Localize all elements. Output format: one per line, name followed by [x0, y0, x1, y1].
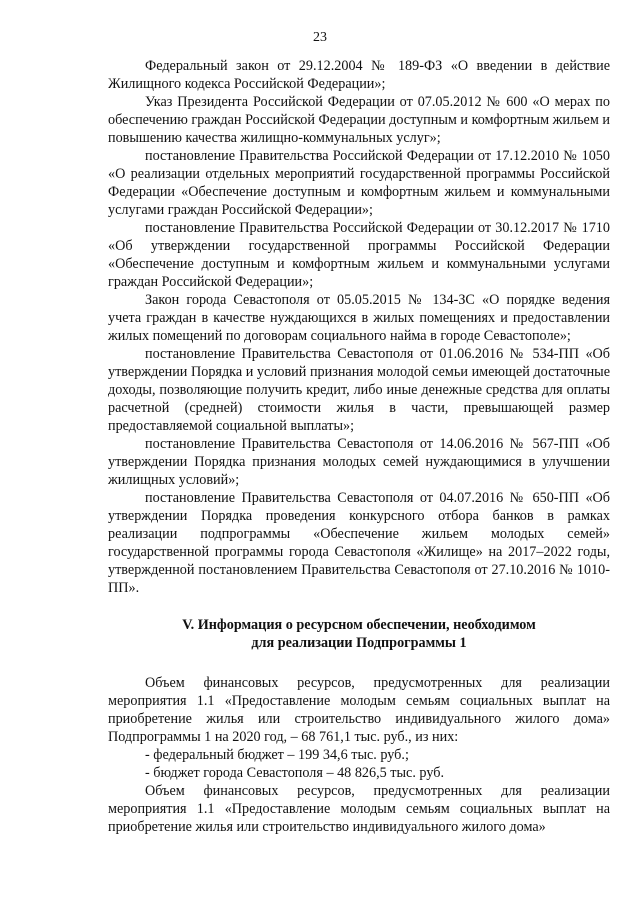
page-number: 23	[313, 30, 327, 45]
paragraph-resolution-1050: постановление Правительства Российской Федерации от 17.12.2010 № 1050 «О реализации отдельных мероприятий государственной программы Российской Федерации «Обеспечение доступным и комфортным жильем и коммунальными услугами граждан Российской Федерации»;	[108, 148, 610, 218]
paragraph-law-134: Закон города Севастополя от 05.05.2015 № 134-ЗС «О порядке ведения учета граждан в качестве нуждающихся в жилых помещениях и предоставлении жилых помещений по договорам социального найма в городе Севастополе»;	[108, 292, 610, 344]
paragraph-funding-2020: Объем финансовых ресурсов, предусмотренных для реализации мероприятия 1.1 «Предоставление молодым семьям социальных выплат на приобретение жилья или строительство индивидуального жилого дома» Подпрограммы 1 на 2020 год, – 68 761,1 тыс. руб., из них:	[108, 675, 610, 745]
list-item-federal-budget: - федеральный бюджет – 199 34,6 тыс. руб.;	[145, 747, 409, 763]
paragraph-resolution-534: постановление Правительства Севастополя от 01.06.2016 № 534-ПП «Об утверждении Порядка и условий признания молодой семьи имеющей достаточные доходы, позволяющие получить кредит, либо иные денежные средства для оплаты расчетной (средней) стоимости жилья в части, превышающей размер предоставляемой социальной выплаты»;	[108, 346, 610, 434]
paragraph-resolution-567: постановление Правительства Севастополя от 14.06.2016 № 567-ПП «Об утверждении Порядка признания молодых семей нуждающимися в улучшении жилищных условий»;	[108, 436, 610, 488]
section-heading	[108, 616, 610, 652]
paragraph-decree-600: Указ Президента Российской Федерации от 07.05.2012 № 600 «О мерах по обеспечению граждан Российской Федерации доступным и комфортным жильем и повышению качества жилищно-коммунальных услуг»;	[108, 94, 610, 146]
paragraph-funding-continued: Объем финансовых ресурсов, предусмотренных для реализации мероприятия 1.1 «Предоставление молодым семьям социальных выплат на приобретение жилья или строительство индивидуального жилого дома»	[108, 783, 610, 835]
paragraph-resolution-1710: постановление Правительства Российской Федерации от 30.12.2017 № 1710 «Об утверждении государственной программы Российской Федерации «Обеспечение доступным и комфортным жильем и коммунальными услугами граждан Российской Федерации»;	[108, 220, 610, 290]
document-body	[108, 57, 610, 836]
paragraph-federal-law-189: Федеральный закон от 29.12.2004 № 189-ФЗ «О введении в действие Жилищного кодекса Российской Федерации»;	[108, 58, 610, 92]
paragraph-resolution-650: постановление Правительства Севастополя от 04.07.2016 № 650-ПП «Об утверждении Порядка проведения конкурсного отбора банков в рамках реализации подпрограммы «Обеспечение жильем молодых семей» государственной программы города Севастополя «Жилище» на 2017–2022 годы, утвержденной постановлением Правительства Севастополя от 27.10.2016 № 1010-ПП».	[108, 490, 610, 596]
list-item-city-budget: - бюджет города Севастополя – 48 826,5 тыс. руб.	[145, 765, 444, 781]
section-heading-line-1: V. Информация о ресурсном обеспечении, необходимом	[182, 617, 536, 633]
section-heading-line-2: для реализации Подпрограммы 1	[251, 635, 467, 651]
